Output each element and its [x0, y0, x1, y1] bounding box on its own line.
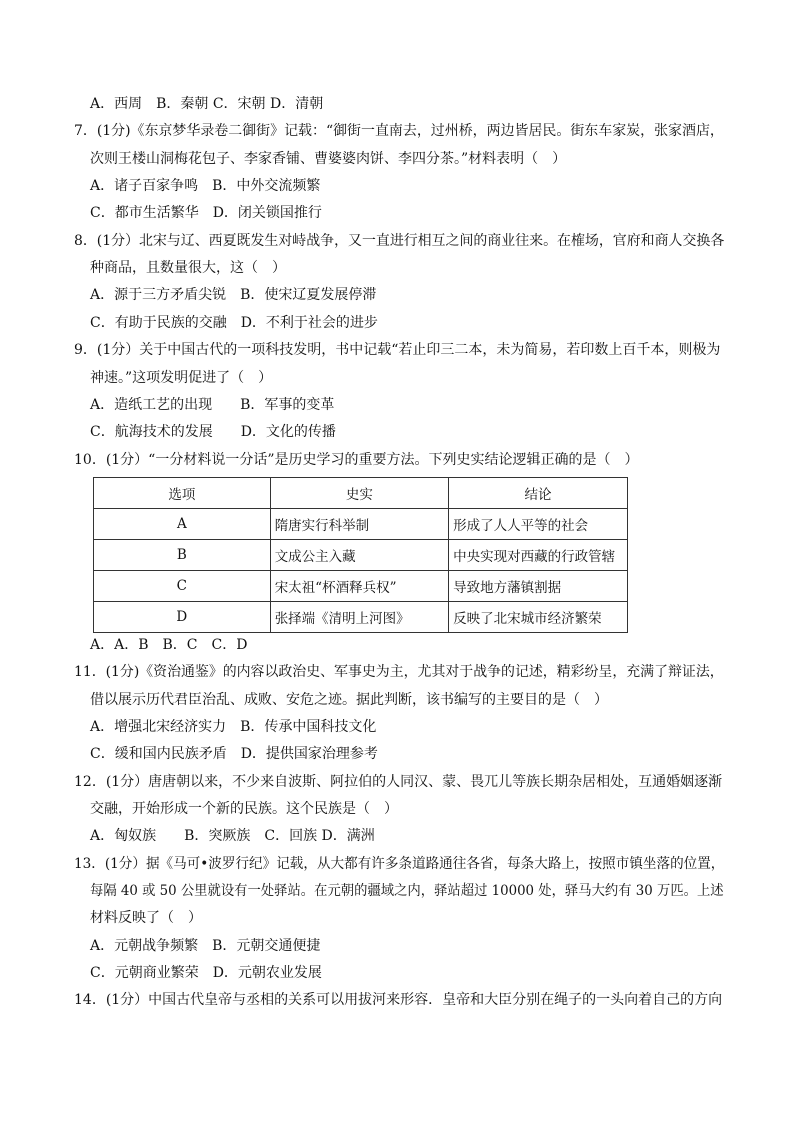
- table-header-conclusion: 结论: [449, 478, 628, 509]
- table-cell-conclusion: 中央实现对西藏的行政管辖: [449, 540, 628, 571]
- q10-stem: 10．(1分）“一分材料说一分话”是历史学习的重要方法。下列史实结论逻辑正确的是（ ）: [74, 452, 639, 468]
- q13-options-ab: A．元朝战争频繁 B．元朝交通便捷: [90, 938, 321, 954]
- table-cell-option: B: [94, 540, 271, 571]
- q11-stem-line1: 11．(1分)《资治通鉴》的内容以政治史、军事史为主，尤其对于战争的记述，精彩纷呈，充满了辩证法，: [74, 664, 724, 680]
- q10-options: A．A．B B．C C．D: [90, 637, 248, 653]
- table-cell-fact: 宋太祖“杯酒释兵权”: [270, 571, 448, 602]
- q7-stem-line1: 7．(1分)《东京梦华录卷二御街》记载：“御街一直南去，过州桥，两边皆居民。街东车家炭，张家酒店，: [74, 123, 724, 139]
- table-header-row: [94, 478, 628, 509]
- q8-stem-line1: 8．(1分）北宋与辽、西夏既发生对峙战争，又一直进行相互之间的商业往来。在榷场，官府和商人交换各: [74, 233, 725, 249]
- q9-stem-line2: 神速。”这项发明促进了（ ）: [90, 370, 273, 386]
- table-cell-conclusion: 导致地方藩镇割据: [449, 571, 628, 602]
- q13-stem-line1: 13．(1分）据《马可•波罗行纪》记载，从大都有许多条道路通往各省，每条大路上，按照市镇坐落的位置，: [74, 856, 725, 872]
- q12-stem-line2: 交融，开始形成一个新的民族。这个民族是（ ）: [90, 801, 398, 817]
- table-cell-option: D: [94, 602, 271, 633]
- q13-stem-line2: 每隔 40 或 50 公里就设有一处驿站。在元朝的疆域之内，驿站超过 10000 处，驿马大约有 30 万匹。上述: [90, 883, 724, 899]
- table-header-fact: 史实: [270, 478, 448, 509]
- q14-stem-line1: 14．(1分）中国古代皇帝与丞相的关系可以用拔河来形容．皇帝和大臣分别在绳子的一头向着自己的方向: [74, 992, 723, 1008]
- table-cell-conclusion: 形成了人人平等的社会: [449, 509, 628, 540]
- table-header-option: 选项: [94, 478, 271, 509]
- q8-stem-line2: 种商品，且数量很大，这（ ）: [90, 260, 286, 276]
- q12-stem-line1: 12．(1分）唐唐朝以来，不少来自波斯、阿拉伯的人同汉、蒙、畏兀儿等族长期杂居相处，互通婚姻逐渐: [74, 774, 723, 790]
- q9-options-cd: C．航海技术的发展 D．文化的传播: [90, 424, 336, 440]
- q12-options: A．匈奴族 B．突厥族 C．回族 D．满洲: [90, 828, 375, 844]
- q9-options-ab: A．造纸工艺的出现 B．军事的变革: [90, 397, 335, 413]
- q9-stem-line1: 9．(1分）关于中国古代的一项科技发明，书中记载“若止印三二本，未为简易，若印数上百千本，则极为: [74, 342, 721, 358]
- table-cell-option: C: [94, 571, 271, 602]
- q7-options-cd: C．都市生活繁华 D．闭关锁国推行: [90, 205, 322, 221]
- table-cell-option: A: [94, 509, 271, 540]
- table-cell-conclusion: 反映了北宋城市经济繁荣: [449, 602, 628, 633]
- table-cell-fact: 张择端《清明上河图》: [270, 602, 448, 633]
- q8-options-cd: C．有助于民族的交融 D．不利于社会的进步: [90, 315, 378, 331]
- q13-stem-line3: 材料反映了（ ）: [90, 910, 202, 926]
- q7-stem-line2: 次则王楼山洞梅花包子、李家香铺、曹婆婆肉饼、李四分茶。”材料表明（ ）: [90, 151, 567, 167]
- table-row: [94, 540, 628, 571]
- q6-options: A．西周 B．秦朝 C．宋朝 D．清朝: [90, 96, 324, 112]
- table-row: [94, 602, 628, 633]
- q10-history-table: [93, 477, 628, 633]
- table-cell-fact: 文成公主入藏: [270, 540, 448, 571]
- table-cell-fact: 隋唐实行科举制: [270, 509, 448, 540]
- q11-stem-line2: 借以展示历代君臣治乱、成败、安危之迹。据此判断，该书编写的主要目的是（ ）: [90, 692, 608, 708]
- q13-options-cd: C．元朝商业繁荣 D．元朝农业发展: [90, 965, 322, 981]
- table-row: [94, 509, 628, 540]
- table-row: [94, 571, 628, 602]
- q11-options-ab: A．增强北宋经济实力 B．传承中国科技文化: [90, 719, 377, 735]
- q7-options-ab: A．诸子百家争鸣 B．中外交流频繁: [90, 178, 321, 194]
- q8-options-ab: A．源于三方矛盾尖锐 B．使宋辽夏发展停滞: [90, 287, 377, 303]
- q11-options-cd: C．缓和国内民族矛盾 D．提供国家治理参考: [90, 746, 378, 762]
